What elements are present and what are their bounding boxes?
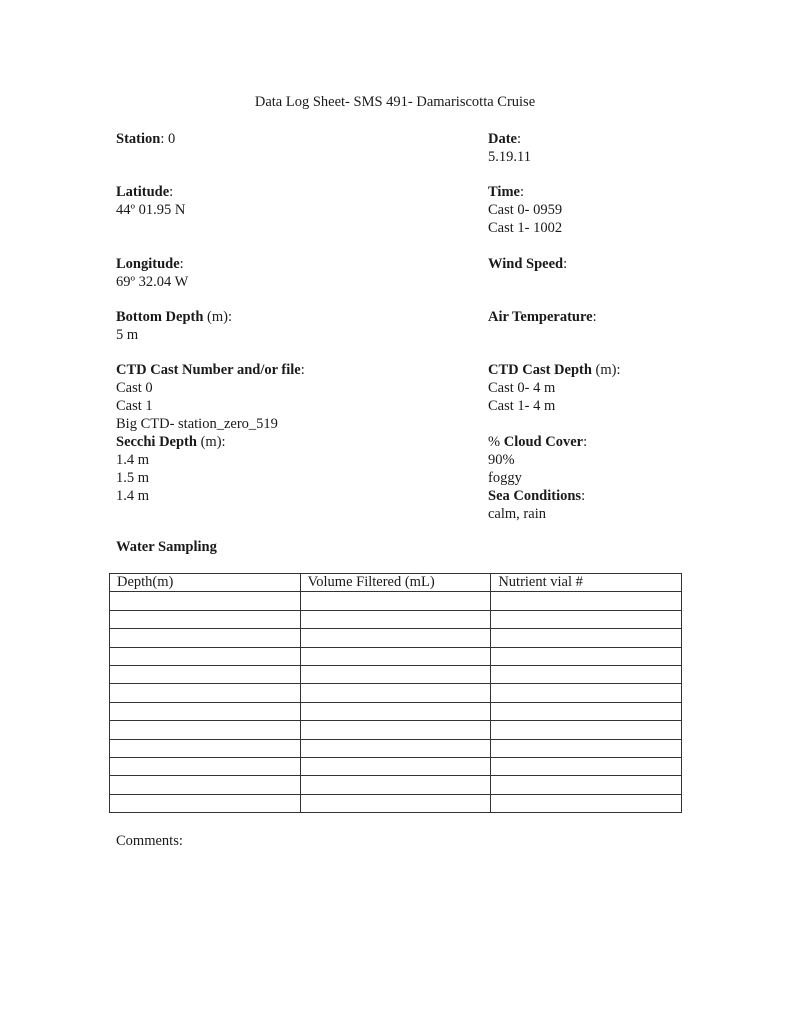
table-header-row <box>110 574 682 592</box>
ctd-cast-field <box>116 361 305 505</box>
date-label: Date <box>488 131 517 147</box>
table-cell[interactable] <box>110 776 301 794</box>
colon: : <box>616 362 621 378</box>
table-cell[interactable] <box>491 684 682 702</box>
water-sampling-heading: Water Sampling <box>116 539 217 555</box>
table-cell[interactable] <box>491 776 682 794</box>
table-cell[interactable] <box>300 684 491 702</box>
cloud-cover-value: foggy <box>488 470 522 486</box>
station-field <box>116 130 175 148</box>
table-cell[interactable] <box>110 610 301 628</box>
colon: : <box>583 434 588 450</box>
bottom-depth-field <box>116 308 232 344</box>
ctd-depth-value: Cast 1- 4 m <box>488 398 556 414</box>
longitude-value: 69º 32.04 W <box>116 274 189 290</box>
time-value: Cast 0- 0959 <box>488 202 563 218</box>
table-cell[interactable] <box>300 610 491 628</box>
table-cell[interactable] <box>300 647 491 665</box>
table-cell[interactable] <box>300 739 491 757</box>
colon: : <box>517 131 522 147</box>
air-temperature-field <box>488 308 597 326</box>
table-cell[interactable] <box>110 757 301 775</box>
table-cell[interactable] <box>491 757 682 775</box>
table-cell[interactable] <box>300 629 491 647</box>
wind-speed-field <box>488 255 567 273</box>
table-cell[interactable] <box>300 721 491 739</box>
ctd-cast-value: Cast 1 <box>116 398 153 414</box>
unit: (m) <box>595 362 617 378</box>
table-row <box>110 776 682 794</box>
bottom-depth-label: Bottom Depth <box>116 309 204 325</box>
colon: : <box>592 309 597 325</box>
sea-conditions-label: Sea Conditions <box>488 488 582 504</box>
secchi-label: Secchi Depth <box>116 434 197 450</box>
table-cell[interactable] <box>491 629 682 647</box>
table-row <box>110 721 682 739</box>
comments-label: Comments: <box>116 833 183 849</box>
secchi-value: 1.4 m <box>116 452 150 468</box>
table-row <box>110 665 682 683</box>
date-field <box>488 130 531 166</box>
bottom-depth-value: 5 m <box>116 327 139 343</box>
cloud-cover-label: Cloud Cover <box>503 434 584 450</box>
colon: : <box>519 184 524 200</box>
secchi-value: 1.4 m <box>116 488 150 504</box>
table-cell[interactable] <box>491 739 682 757</box>
latitude-field <box>116 183 185 219</box>
table-cell[interactable] <box>300 794 491 812</box>
secchi-value: 1.5 m <box>116 470 150 486</box>
table-row <box>110 647 682 665</box>
colon: : <box>169 184 174 200</box>
table-cell[interactable] <box>110 665 301 683</box>
table-cell[interactable] <box>491 665 682 683</box>
column-header-depth: Depth(m) <box>110 574 301 592</box>
table-cell[interactable] <box>110 647 301 665</box>
date-value: 5.19.11 <box>488 149 531 165</box>
table-cell[interactable] <box>491 721 682 739</box>
table-cell[interactable] <box>110 739 301 757</box>
table-cell[interactable] <box>491 592 682 610</box>
colon: : <box>563 256 568 272</box>
time-field <box>488 183 562 237</box>
table-row <box>110 610 682 628</box>
ctd-cast-value: Cast 0 <box>116 380 153 396</box>
column-header-volume: Volume Filtered (mL) <box>300 574 491 592</box>
cloud-cover-value: 90% <box>488 452 515 468</box>
longitude-field <box>116 255 188 291</box>
table-row <box>110 794 682 812</box>
table-row <box>110 592 682 610</box>
table-cell[interactable] <box>300 776 491 794</box>
percent-prefix: % <box>488 434 501 450</box>
column-header-vial: Nutrient vial # <box>491 574 682 592</box>
time-value: Cast 1- 1002 <box>488 220 563 236</box>
table-cell[interactable] <box>491 702 682 720</box>
ctd-depth-label: CTD Cast Depth <box>488 362 592 378</box>
table-cell[interactable] <box>491 647 682 665</box>
table-cell[interactable] <box>110 684 301 702</box>
table-cell[interactable] <box>110 794 301 812</box>
longitude-label: Longitude <box>116 256 180 272</box>
latitude-label: Latitude <box>116 184 170 200</box>
ctd-cast-value: Big CTD- station_zero_519 <box>116 416 278 432</box>
station-label: Station <box>116 131 161 147</box>
table-row <box>110 702 682 720</box>
wind-speed-label: Wind Speed <box>488 256 564 272</box>
latitude-value: 44º 01.95 N <box>116 202 186 218</box>
table-cell[interactable] <box>110 629 301 647</box>
colon: : <box>160 131 165 147</box>
table-cell[interactable] <box>110 702 301 720</box>
time-label: Time <box>488 184 520 200</box>
page-title: Data Log Sheet- SMS 491- Damariscotta Cruise <box>254 94 536 110</box>
colon: : <box>581 488 586 504</box>
table-cell[interactable] <box>300 757 491 775</box>
table-cell[interactable] <box>300 665 491 683</box>
unit: (m) <box>200 434 222 450</box>
unit: (m) <box>207 309 228 325</box>
ctd-cast-label: CTD Cast Number and/or file <box>116 362 301 378</box>
ctd-depth-value: Cast 0- 4 m <box>488 380 556 396</box>
air-temperature-label: Air Temperature <box>488 309 593 325</box>
table-cell[interactable] <box>110 721 301 739</box>
table-cell[interactable] <box>300 702 491 720</box>
table-row <box>110 757 682 775</box>
table-row <box>110 684 682 702</box>
sea-conditions-value: calm, rain <box>488 506 546 522</box>
table-body <box>110 592 682 813</box>
table-row <box>110 739 682 757</box>
table-cell[interactable] <box>110 592 301 610</box>
colon: : <box>179 256 184 272</box>
colon: : <box>300 362 305 378</box>
water-sampling-table <box>109 573 682 813</box>
colon: : <box>221 434 226 450</box>
table-cell[interactable] <box>300 592 491 610</box>
cloud-cover-field <box>488 433 587 523</box>
table-cell[interactable] <box>491 610 682 628</box>
station-value: 0 <box>167 131 176 147</box>
ctd-depth-field <box>488 361 621 415</box>
colon: : <box>227 309 232 325</box>
table-row <box>110 629 682 647</box>
table-cell[interactable] <box>491 794 682 812</box>
